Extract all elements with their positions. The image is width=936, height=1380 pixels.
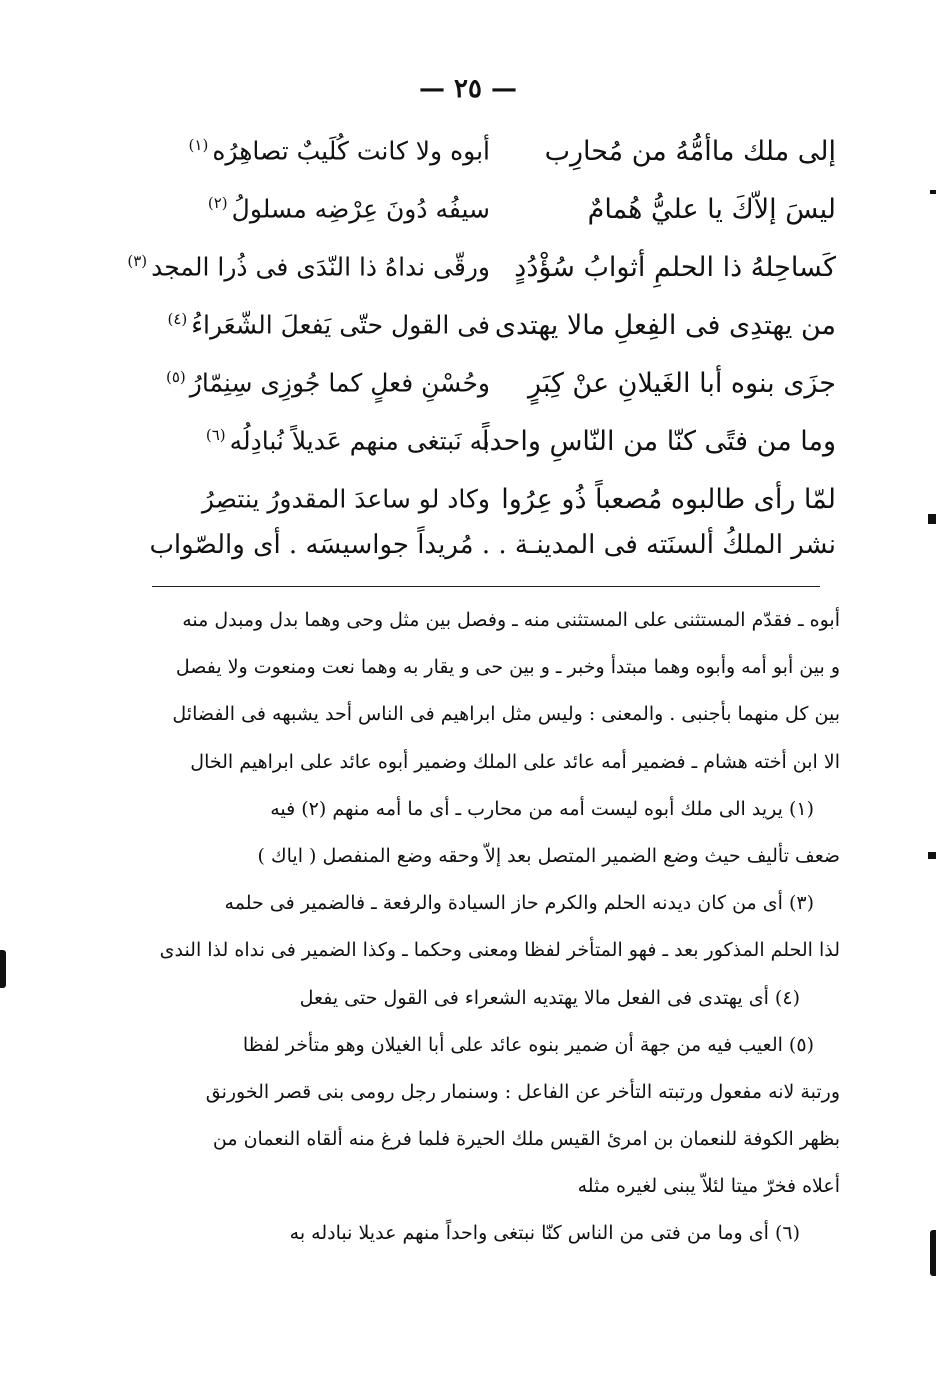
verse-line — [127, 238, 836, 296]
verse-line — [150, 180, 836, 238]
footnote-line: (٣) أى من كان ديدنه الحلم والكرم حاز السيادة والرفعة ـ فالضمير فى حلمه — [224, 892, 814, 915]
verse-second-hemistich-text: سيفُه دُونَ عِرْضِه مسلولُ — [231, 194, 490, 224]
verse-first-hemistich: إلى ملك ماأمُّهُ من مُحارِب — [544, 135, 836, 167]
verse-second-hemistich — [127, 252, 490, 282]
footnote-marker: (٦) — [205, 426, 226, 445]
footnote-divider — [152, 586, 820, 587]
footnote-line: (٦) أى وما من فتى من الناس كنّا نبتغى واحداً منهم عديلا نبادله به — [289, 1222, 800, 1245]
verse-first-hemistich: كَساحِلهُ ذا الحلمِ أثوابُ سُؤْدُدٍ — [514, 251, 836, 283]
verse-line — [150, 296, 836, 354]
footnotes-section — [150, 597, 840, 1258]
verse-line — [150, 122, 836, 180]
verse-line — [150, 470, 836, 528]
verse-second-hemistich — [150, 484, 490, 513]
footnote-marker: (٤) — [167, 310, 188, 329]
page-number: — ٢٥ — — [418, 74, 518, 104]
footnote-line: بظهر الكوفة للنعمان بن امرئ القيس ملك الحيرة فلما فرغ منه ألقاه النعمان من — [212, 1128, 840, 1151]
verse-second-hemistich — [150, 310, 490, 339]
verse-second-hemistich-text: فى القول حتّى يَفعلَ الشّعَراءُ — [191, 310, 490, 340]
verse-second-hemistich-text: أبوه ولا كانت كُلَيبٌ تصاهِرُه — [212, 136, 490, 166]
footnote-line: أعلاه فخرّ ميتا لئلاّ يبنى لغيره مثله — [577, 1175, 840, 1198]
verse-line — [150, 412, 836, 470]
verse-second-hemistich-text: وحُسْنِ فعلٍ كما جُوزِى سِنِمّارُ — [189, 368, 490, 398]
prose-line: نشر الملكُ ألسنَته فى المدينـة . . مُريداً جواسيسَه . أى والصّواب — [149, 530, 836, 560]
scan-margin-mark — [930, 1230, 936, 1276]
footnote-marker: (٣) — [127, 252, 148, 271]
verse-second-hemistich — [150, 136, 490, 165]
footnote-marker: (٢) — [207, 194, 228, 213]
footnote-line: الا ابن أخته هشام ـ فضمير أمه عائد على الملك وضمير أبوه عائد على ابراهيم الخال — [190, 750, 840, 773]
scan-margin-mark — [928, 514, 936, 524]
footnote-marker: (١) — [188, 136, 209, 155]
footnote-line: ورتبة لانه مفعول ورتبته التأخر عن الفاعل : وسنمار رجل رومى بنى قصر الخورنق — [205, 1080, 840, 1103]
verse-second-hemistich — [150, 426, 490, 455]
verse-first-hemistich: لمّا رأى طالبوه مُصعباً ذُو عِرُوا — [501, 483, 836, 515]
footnote-line: لذا الحلم المذكور بعد ـ فهو المتأخر لفظا ومعنى وحكما ـ وكذا الضمير فى نداه لذا الندى — [159, 939, 840, 962]
scan-margin-mark — [928, 852, 936, 859]
verse-second-hemistich-text: ورقّى نداهُ ذا النّدَى فى ذُرا المجد — [151, 252, 490, 282]
verse-first-hemistich: من يهتدِى فى الفِعلِ مالا يهتدى — [494, 309, 836, 341]
footnote-line: (٥) العيب فيه من جهة أن ضمير بنوه عائد على أبا الغيلان وهو متأخر لفظا — [242, 1033, 814, 1056]
footnote-marker: (٥) — [166, 368, 186, 387]
scan-margin-mark — [930, 190, 936, 194]
scan-margin-mark — [0, 950, 6, 988]
verse-second-hemistich — [150, 194, 490, 223]
verse-line — [150, 354, 836, 412]
verse-second-hemistich — [150, 368, 490, 397]
verse-second-hemistich-text: وكاد لو ساعدَ المقدورُ ينتصِرُ — [201, 484, 490, 514]
verse-second-hemistich-text: به نَبتغى منهم عَديلاً نُبادِلُه — [229, 426, 490, 456]
footnote-line: و بين أبو أمه وأبوه وهما مبتدأ وخبر ـ و بين حى و يقار به وهما نعت ومنعوت ولا يفصل — [175, 656, 840, 679]
footnote-line: (٤) أى يهتدى فى الفعل مالا يهتديه الشعراء فى القول حتى يفعل — [299, 986, 800, 1009]
verse-first-hemistich: ليسَ إلاّكَ يا عليُّ هُمامٌ — [587, 193, 836, 225]
footnote-line: بين كل منهما بأجنبى . والمعنى : وليس مثل ابراهيم فى الناس أحد يشبهه فى الفضائل — [172, 703, 840, 726]
footnote-line: ضعف تأليف حيث وضع الضمير المتصل بعد إلاّ وحقه وضع المنفصل ( اياك ) — [257, 844, 840, 867]
poem-verses — [127, 122, 836, 528]
verse-first-hemistich: جزَى بنوه أبا الغَيلانِ عنْ كِبَرٍ — [527, 367, 836, 399]
footnote-line: أبوه ـ فقدّم المستثنى على المستثنى منه ـ وفصل بين مثل وحى وهما بدل ومبدل منه — [182, 609, 840, 631]
footnote-line: (١) يريد الى ملك أبوه ليست أمه من محارب ـ أى ما أمه منهم (٢) فيه — [270, 797, 814, 820]
verse-first-hemistich: وما من فتًى كنّا من النّاسِ واحداً — [481, 425, 836, 457]
